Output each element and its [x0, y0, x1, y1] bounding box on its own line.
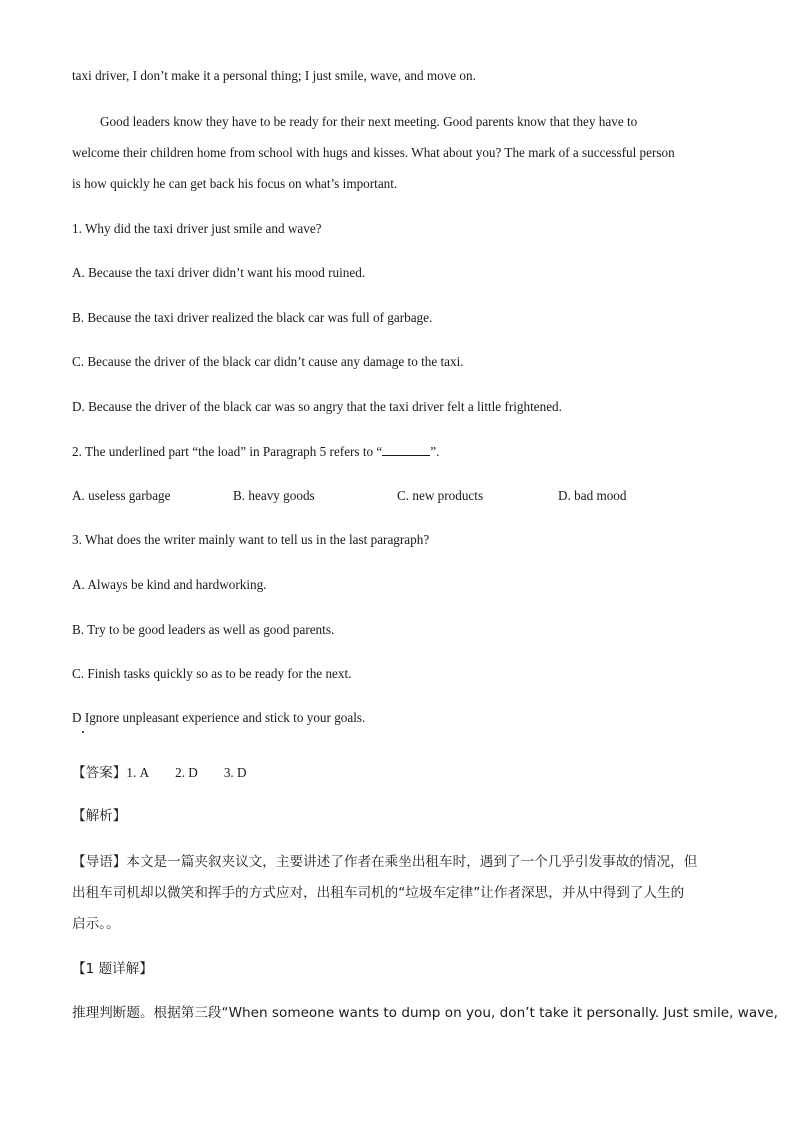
- question-1-option-a: A. Because the taxi driver didn’t want his mood ruined.: [72, 265, 366, 280]
- question-3-stem: 3. What does the writer mainly want to tell us in the last paragraph?: [72, 532, 430, 547]
- question-1-stem: 1. Why did the taxi driver just smile and wave?: [72, 221, 322, 236]
- question-2-option-c: C. new products: [397, 488, 484, 503]
- passage-line: welcome their children home from school with hugs and kisses. What about you? The mark of a successful person: [72, 145, 675, 160]
- answer-item: 3. D: [223, 765, 247, 780]
- answer-line: [72, 766, 273, 781]
- question-3-option-d: D Ignore unpleasant experience and stick to your goals.: [72, 710, 366, 725]
- answer-label: 【答案】: [72, 765, 127, 781]
- question-3-option-c: C. Finish tasks quickly so as to be ready for the next.: [72, 666, 352, 681]
- detail-line: 推理判断题。根据第三段“When someone wants to dump on you, don’t take it personally. Just smile, wave,: [72, 1005, 778, 1021]
- guide-line: [72, 856, 697, 870]
- question-3-option-b: B. Try to be good leaders as well as good parents.: [72, 622, 335, 637]
- question-2-stem-text: 2. The underlined part “the load” in Paragraph 5 refers to “: [72, 444, 383, 459]
- question-2-option-a: A. useless garbage: [72, 488, 171, 503]
- answer-item: 2. D: [175, 765, 198, 780]
- detail-label: 【1 题详解】: [72, 961, 153, 977]
- question-1-option-b: B. Because the taxi driver realized the black car was full of garbage.: [72, 310, 433, 325]
- question-2-stem: [72, 444, 439, 458]
- question-2-option-d: D. bad mood: [558, 488, 627, 503]
- question-1-option-d: D. Because the driver of the black car was so angry that the taxi driver felt a little frightened.: [72, 399, 562, 414]
- answer-blank: [382, 444, 430, 456]
- question-2-stem-end: ”.: [430, 444, 440, 459]
- passage-line: is how quickly he can get back his focus on what’s important.: [72, 176, 398, 191]
- guide-label: 【导语】: [72, 854, 127, 870]
- answer-item: 1. A: [126, 765, 150, 780]
- question-1-option-c: C. Because the driver of the black car didn’t cause any damage to the taxi.: [72, 354, 464, 369]
- passage-line: Good leaders know they have to be ready for their next meeting. Good parents know that they have to: [100, 114, 638, 129]
- question-3-option-a: A. Always be kind and hardworking.: [72, 577, 267, 592]
- guide-text: 本文是一篇夹叙夹议文，主要讲述了作者在乘坐出租车时，遇到了一个几乎引发事故的情况，但: [126, 854, 698, 870]
- passage-line: taxi driver, I don’t make it a personal thing; I just smile, wave, and move on.: [72, 68, 476, 83]
- stray-dot: [82, 731, 84, 733]
- question-2-option-b: B. heavy goods: [233, 488, 315, 503]
- analysis-label: 【解析】: [72, 808, 127, 824]
- guide-line: 出租车司机却以微笑和挥手的方式应对，出租车司机的“垃圾车定律”让作者深思，并从中得到了人生的: [72, 885, 685, 901]
- guide-line: 启示。。: [72, 916, 120, 932]
